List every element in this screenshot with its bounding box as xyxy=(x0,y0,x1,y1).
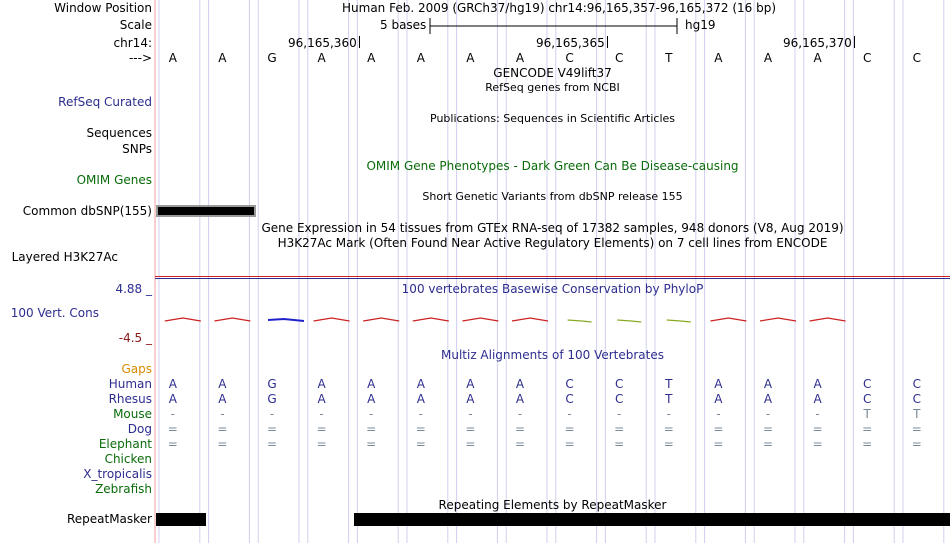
h3k27-signal-line xyxy=(155,276,950,277)
species-label-dog[interactable]: Dog xyxy=(127,422,152,436)
alignment-base: - xyxy=(170,407,175,421)
alignment-base: A xyxy=(367,377,376,391)
conservation-mark xyxy=(512,318,548,321)
alignment-base: = xyxy=(415,422,426,436)
alignment-base: A xyxy=(367,392,376,406)
repeat-element-bar[interactable] xyxy=(354,513,950,526)
alignment-base: = xyxy=(465,437,476,451)
alignment-base: = xyxy=(514,422,526,436)
alignment-base: = xyxy=(812,437,823,451)
cons-min-label: -4.5 _ xyxy=(118,331,152,345)
alignment-base: = xyxy=(366,437,377,451)
h3k27-title: H3K27Ac Mark (Often Found Near Active Regulatory Elements) on 7 cell lines from ENCODE xyxy=(277,236,828,250)
h3k27-label[interactable]: Layered H3K27Ac xyxy=(11,250,118,264)
dbsnp-label[interactable]: Common dbSNP(155) xyxy=(22,204,152,218)
window-position-value: Human Feb. 2009 (GRCh37/hg19) chr14:96,165,357-96,165,372 (16 bp) xyxy=(342,1,777,15)
alignment-base: C xyxy=(912,377,921,391)
dna-base: G xyxy=(267,51,277,65)
alignment-base: C xyxy=(912,392,921,406)
alignment-base: A xyxy=(714,377,723,391)
conservation-mark xyxy=(810,318,846,321)
alignment-base: = xyxy=(167,422,178,436)
alignment-base: A xyxy=(218,392,227,406)
alignment-base: - xyxy=(765,407,771,421)
alignment-base: = xyxy=(663,437,674,451)
alignment-base: = xyxy=(713,422,724,436)
species-label-zebrafish[interactable]: Zebrafish xyxy=(95,482,152,496)
repeat-element-bar[interactable] xyxy=(156,513,206,526)
conservation-mark xyxy=(314,318,350,321)
conservation-mark xyxy=(363,318,399,321)
conservation-mark xyxy=(165,318,201,321)
dna-base: C xyxy=(565,51,574,65)
conservation-mark xyxy=(710,318,746,321)
dna-base: A xyxy=(218,51,227,65)
alignment-base: C xyxy=(565,392,574,406)
alignment-base: - xyxy=(567,407,572,421)
omim-title: OMIM Gene Phenotypes - Dark Green Can Be Disease-causing xyxy=(366,159,739,173)
alignment-base: A xyxy=(317,392,326,406)
alignment-base: G xyxy=(267,392,277,406)
alignment-base: - xyxy=(517,407,523,421)
alignment-base: - xyxy=(369,407,374,421)
alignment-base: A xyxy=(168,377,177,391)
alignment-base: = xyxy=(614,422,625,436)
alignment-base: A xyxy=(416,392,425,406)
snps-label[interactable]: SNPs xyxy=(122,142,152,156)
dna-base: A xyxy=(813,51,822,65)
gencode-title[interactable]: GENCODE V49lift37 xyxy=(493,66,612,80)
cons-max-label: 4.88 _ xyxy=(115,282,152,296)
alignment-base: = xyxy=(266,437,278,451)
dna-base: A xyxy=(763,51,773,65)
alignment-base: - xyxy=(220,407,225,421)
gaps-label[interactable]: Gaps xyxy=(121,362,152,376)
alignment-base: C xyxy=(565,377,574,391)
alignment-base: C xyxy=(614,377,624,391)
alignment-base: A xyxy=(416,377,425,391)
alignment-base: = xyxy=(762,422,774,436)
alignment-base: = xyxy=(465,422,476,436)
dbsnp-title: Short Genetic Variants from dbSNP release 155 xyxy=(422,190,683,203)
alignment-base: A xyxy=(813,377,822,391)
alignment-base: A xyxy=(813,392,822,406)
alignment-base: A xyxy=(515,392,525,406)
conservation-mark xyxy=(617,320,641,322)
scale-assembly: hg19 xyxy=(685,18,716,32)
dna-base: A xyxy=(317,51,326,65)
alignment-base: A xyxy=(317,377,326,391)
alignment-base: A xyxy=(763,392,773,406)
cons-label[interactable]: 100 Vert. Cons xyxy=(10,306,99,320)
alignment-base: = xyxy=(564,437,575,451)
alignment-base: = xyxy=(663,422,674,436)
repeat-title: Repeating Elements by RepeatMasker xyxy=(438,498,667,512)
alignment-base: = xyxy=(911,422,922,436)
species-label-mouse[interactable]: Mouse xyxy=(113,407,152,421)
h3k27-signal-line-2 xyxy=(155,278,950,279)
alignment-base: T xyxy=(913,407,921,421)
multiz-title: Multiz Alignments of 100 Vertebrates xyxy=(440,348,665,362)
scale-text: 5 bases xyxy=(380,18,427,32)
dna-base: A xyxy=(714,51,723,65)
coord-tick: 96,165,365 xyxy=(536,36,608,50)
species-label-chicken[interactable]: Chicken xyxy=(104,452,152,466)
dna-base: T xyxy=(665,51,673,65)
species-label-rhesus[interactable]: Rhesus xyxy=(108,392,152,406)
dna-base: A xyxy=(367,51,376,65)
coord-tick: 96,165,370 xyxy=(783,36,855,50)
alignment-base: = xyxy=(862,422,873,436)
gtex-title: Gene Expression in 54 tissues from GTEx RNA-seq of 17382 samples, 948 donors (V8, Aug 2019) xyxy=(261,221,844,235)
alignment-base: - xyxy=(269,407,275,421)
alignment-base: = xyxy=(266,422,278,436)
alignment-base: = xyxy=(911,437,922,451)
dna-base: A xyxy=(515,51,525,65)
alignment-base: = xyxy=(167,437,178,451)
alignment-base: C xyxy=(862,377,872,391)
window-position-label: Window Position xyxy=(54,1,152,15)
alignment-base: = xyxy=(415,437,426,451)
dna-base: C xyxy=(862,51,872,65)
repeatmasker-label[interactable]: RepeatMasker xyxy=(66,512,152,526)
conservation-mark xyxy=(413,318,449,321)
alignment-base: = xyxy=(564,422,575,436)
alignment-base: A xyxy=(515,377,525,391)
species-label-xtropicalis[interactable]: X_tropicalis xyxy=(83,467,152,481)
refseq-subtitle: RefSeq genes from NCBI xyxy=(485,81,620,94)
alignment-base: - xyxy=(716,407,721,421)
alignment-base: C xyxy=(862,392,872,406)
alignment-base: T xyxy=(665,392,673,406)
alignment-base: = xyxy=(762,437,774,451)
conservation-mark xyxy=(667,320,691,322)
alignment-base: A xyxy=(714,392,723,406)
dna-base: A xyxy=(168,51,177,65)
alignment-base: = xyxy=(812,422,823,436)
alignment-base: G xyxy=(267,377,277,391)
scale-bar xyxy=(425,16,685,36)
alignment-base: = xyxy=(366,422,377,436)
alignment-base: A xyxy=(218,377,227,391)
conservation-mark xyxy=(462,318,498,321)
sequences-label[interactable]: Sequences xyxy=(86,126,152,140)
alignment-base: - xyxy=(617,407,622,421)
dbsnp-variant-bar[interactable] xyxy=(156,205,256,217)
alignment-base: = xyxy=(713,437,724,451)
conservation-mark xyxy=(268,319,304,321)
alignment-base: C xyxy=(614,392,624,406)
refseq-label[interactable]: RefSeq Curated xyxy=(58,95,152,109)
coord-tick: 96,165,360 xyxy=(288,36,360,50)
alignment-base: A xyxy=(168,392,177,406)
dna-base: C xyxy=(912,51,921,65)
conservation-wiggle xyxy=(0,300,950,340)
alignment-base: = xyxy=(614,437,625,451)
alignment-base: = xyxy=(316,437,327,451)
conservation-mark xyxy=(568,320,592,322)
alignment-base: T xyxy=(863,407,871,421)
dna-base: A xyxy=(416,51,425,65)
conservation-mark xyxy=(760,318,796,321)
conservation-mark xyxy=(214,318,250,321)
omim-label[interactable]: OMIM Genes xyxy=(76,173,152,187)
scale-label: Scale xyxy=(119,18,152,32)
chrom-label: chr14: xyxy=(113,36,152,50)
alignment-base: = xyxy=(217,422,228,436)
alignment-base: - xyxy=(418,407,423,421)
alignment-base: A xyxy=(466,392,475,406)
alignment-base: - xyxy=(666,407,671,421)
alignment-base: T xyxy=(665,377,673,391)
dna-base: A xyxy=(466,51,475,65)
alignment-base: = xyxy=(217,437,228,451)
alignment-base: - xyxy=(319,407,324,421)
cons-title: 100 vertebrates Basewise Conservation by PhyloP xyxy=(401,282,704,296)
dna-base: C xyxy=(614,51,624,65)
publications-title: Publications: Sequences in Scientific Articles xyxy=(430,112,675,125)
alignment-base: - xyxy=(468,407,473,421)
species-label-human[interactable]: Human xyxy=(108,377,152,391)
strand-label: ---> xyxy=(128,51,152,65)
species-label-elephant[interactable]: Elephant xyxy=(98,437,152,451)
alignment-base: - xyxy=(815,407,820,421)
alignment-base: = xyxy=(514,437,526,451)
alignment-base: = xyxy=(316,422,327,436)
alignment-base: A xyxy=(466,377,475,391)
alignment-base: A xyxy=(763,377,773,391)
alignment-base: = xyxy=(862,437,873,451)
